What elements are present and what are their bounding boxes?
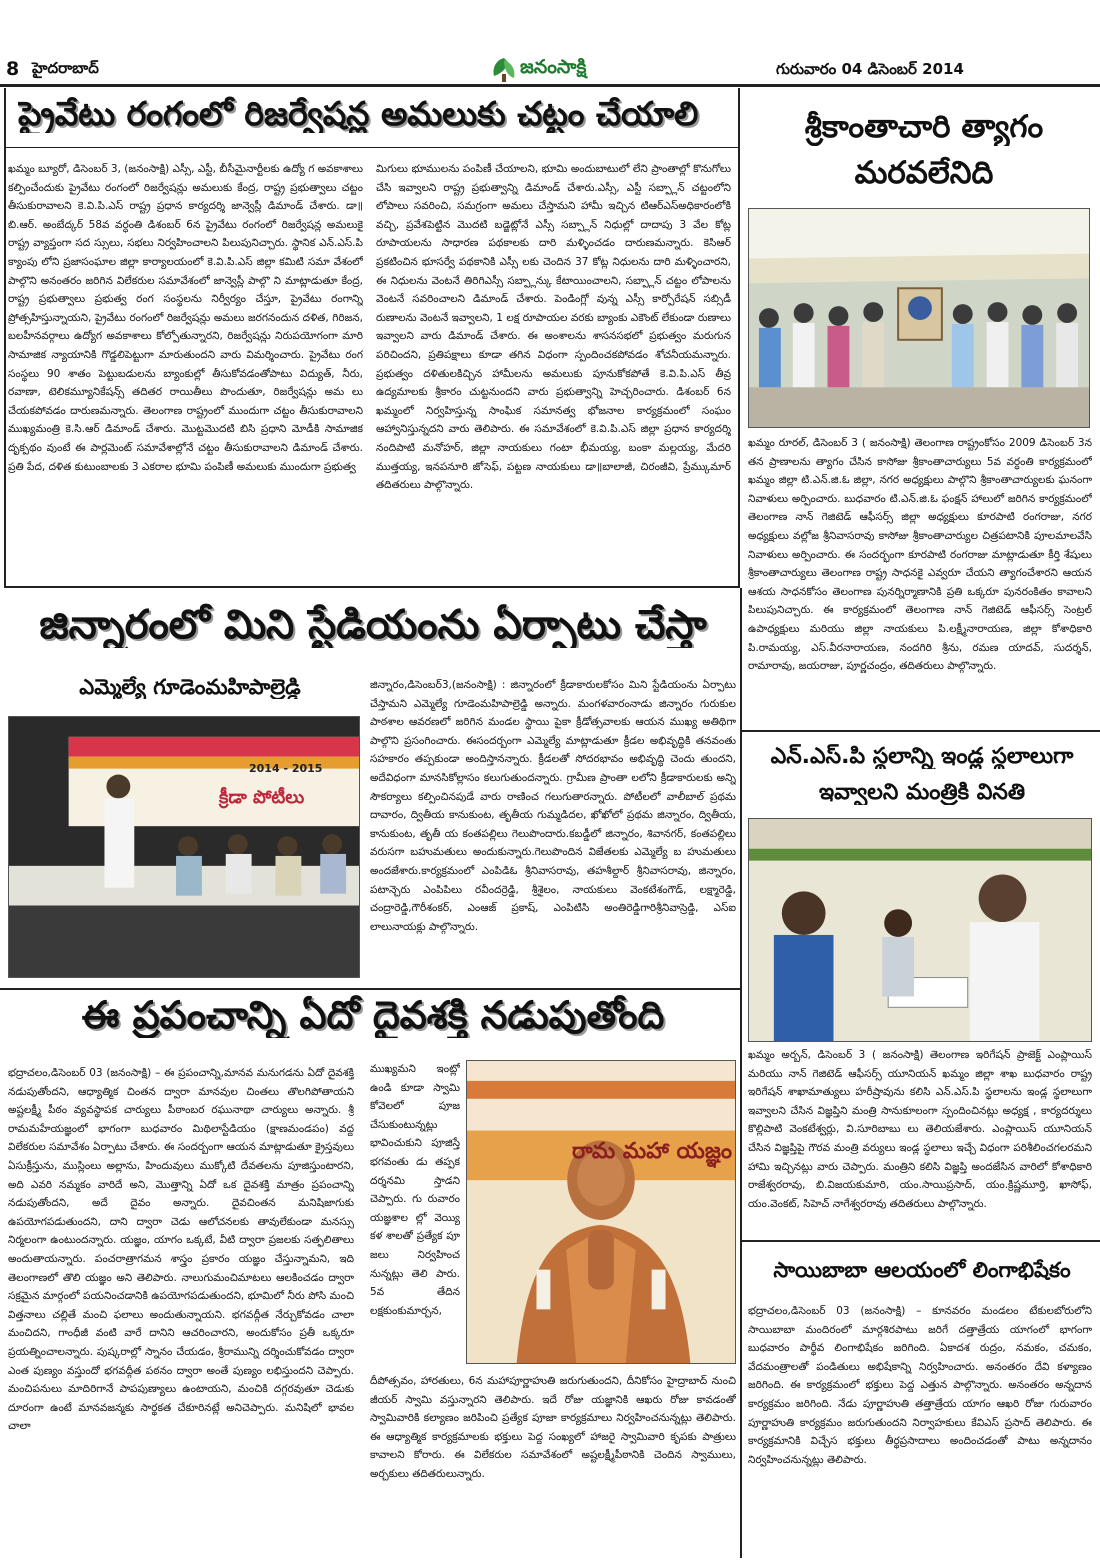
story3-photo (466, 1060, 736, 1364)
masthead-title: జనంసాక్షి (520, 56, 587, 78)
story5-bottom-rule (742, 1240, 1100, 1242)
city-label: హైదరాబాద్ (32, 59, 99, 77)
story4-headline-line2: మరవలేనిది (854, 156, 994, 191)
story5-headline-line2: ఇవ్వాలని మంత్రికి వినతి (818, 780, 1026, 805)
story3-column-1: భద్రాచలం,డిసెంబర్ 03 (జనంసాక్షి) – ఈ ప్రపంచాన్ని,మానవ మనుగడను ఏదో దైవశక్తి నడుపుతోందని, ఆధ్యాత్మిక చింతన ద్వారా మానవుల చింతలు తొలగిపోతాయని అష్టలక్ష్మీ పీఠం వ్యవస్థాపక చార్యులు పీఠాంబర రఘునాథా చార్యులు అన్నారు. శ్రీ రామమహేయజ్ఞంలో భాగంగా బుధవారం మిథిలాస్టేడియం (క్షాణమండపం) వద్ద విలేకరుల సమావేశం ఏర్పాటు చేశారు. ఈ సందర్బంగా ఆయన మాట్లాడుతూ క్రైస్తవులు ఏసుక్రీస్తును, ముస్లింలు అల్లాను, హిందువులు ముక్కోటి దేవతలను పూజిస్తుంటారని, అది ఎవరి నమ్మకం వారిదే అని, మొత్తాన్ని ఏదో ఒక దైవశక్తి మాత్రం ప్రపంచాన్ని నడుపుతోందని, అదే దైవం అన్నారు. దైవచింతన మనిషిజాగుకు ఉపయోగపడుతుందని, దాని ద్వారా చెడు ఆలోచనలకు తావులేకుండా మనస్సు నిర్మలంగా ఉంటుందన్నారు. యజ్ఞం, యాగం ఒక్కటే, వీటి ద్వారా ప్రజలకు సత్ఫలితాలు అందుతాయన్నారు. పంచరాత్రాగమన శాస్త్రం ప్రకారం యజ్ఞం చేస్తున్నామని, ఇది తెలంగాణలో తొలి యజ్ఞం అని తెలిపారు. నాలుగుమంచిమాటలు ఆలకించడం ద్వారా సక్రమైన మార్గంలో పయనించడానికి ఉపయోగపడుతుందని, భూమిలో నీరు పోసి మంచి విత్తనాలు చల్లితే మంచి ఫలాలు అందుతున్నాయని. భగవద్గీత నేర్చుకోవడం చాలా మంచిదని, గాంధీజీ వంటి వారే దానిని ఆచరించారని, అందుకోసం ప్రతీ ఒక్కరూ ప్రయత్నించాలన్నారు. పుష్కరాల్లో స్నానం చేయడం, శ్రీరామున్ని దర్శించుకోవడం ద్వారా ఎంత పుణ్యం వస్తుందో భగవద్గీత పఠనం ద్వారా అంతే పుణ్యం లభిస్తుందని చెప్పారు. మంచిపనులు మాదిరిగానే పాపపుణ్యాలు ఉంటాయని, మంచికి దగ్గరవుతూ చెడుకు దూరంగా ఉంటే మానవజన్మకు సార్థకత చేకూరినట్లే అనిచెప్పారు. మనిషిలో భావల చాలా (8, 1067, 354, 1433)
story3-column-2-wide: దీపోత్సవం, హారతులు, 6న మహాపూర్ణాహుతి జరుగుతుందని, దీనికోసం హైద్రాబాద్ నుంచి జీయర్ స్వామి వస్తున్నారని తెలిపారు. ఇదే రోజు యజ్ఞానికి ఆఖరు రోజు కావడంతో స్వామివారికి కల్యాణం జరిపించి ప్రత్యేక పూజా కార్యక్రమాలు నిర్వహించనున్నట్లు తెలిపారు. ఈ ఆధ్యాత్మిక కార్యక్రమాలకు భక్తులు పెద్ద సంఖ్యలో హాజరై స్వామివారి కృపకు పాత్రులు కావాలని కోరారు. ఈ విలేకరుల సమావేశంలో అష్టలక్ష్మీపీఠానికి చెందిన స్వాములు, అర్చకులు తదితరులున్నారు. (370, 1375, 736, 1480)
story5-photo (748, 818, 1092, 1042)
story4-headline-line1: శ్రీకాంతాచారి త్యాగం (804, 110, 1044, 145)
story4-bottom-rule (742, 730, 1100, 732)
story3-photo-banner: రామ మహా యజ్ఞం (572, 1139, 733, 1164)
story4-photo (748, 208, 1090, 428)
story5-body: ఖమ్మం అర్బన్, డిసెంబర్ 3 ( జనంసాక్షి) తెలంగాణ ఇరిగేషన్ ప్రాజెక్ట్ ఎంప్లాయిస్ మరియు నాన్ గెజిటెడ్ ఆఫీసర్స్ యూనియన్ ఖమ్మం జిల్లా శాఖ బుధవారం రాష్ట్ర ఇరిగేషన్ శాఖామాత్యులు హరీష్రావును కలిసి ఎన్.ఎస్.పి స్థలాలను ఇండ్ల స్థలాలుగా ఇవ్వాలని చేసిన విజ్ఞప్తిని మంత్రి సానుకూలంగా స్పందించినట్లు అధ్యక్ష , కార్యదర్శులు కొల్లిపాటి వెంకటేశ్వర్లు, వి.సూరిబాబు లు తెలియజేశారు. ఎంప్లాయిస్ యూనియన్ చేసిన విజ్ఞప్తిపై గౌరవ మంత్రి వర్యులు ఇండ్ల స్థలాలు ఇచ్చే విధంగా పరిశీలించగలరమని హామి ఇచ్చినట్లు వారు చెప్పారు. మంత్రిని కలిసి విజ్ఞప్తి అందజేసిన వారిలో కోశాధికారి రాజేశ్వరరావు, బి.విజయకుమారి, యం.సాయిప్రసాద్, యం.క్రిష్ణమూర్తి, ఖాసోఫ్, యం.వెంకట్, సిహెచ్ నాగేశ్వరరావు తదితరులు పాల్గొన్నారు. (748, 1049, 1092, 1210)
story3-headline: ఈ ప్రపంచాన్ని ఏదో దైవశక్తి నడుపుతోంది (81, 994, 665, 1037)
story4-body: ఖమ్మం రూరల్, డిసెంబర్ 3 ( జనంసాక్షి) తెలంగాణ రాష్ట్రంకోసం 2009 డిసెంబర్ 3న తన ప్రాణాలను త్యాగం చేసిన కాసోజు శ్రీకాంతాచార్యులు 5వ వర్ధంతి కార్యక్రమంలో ఖమ్మం జిల్లా టి.ఎన్.జి.ఓ జిల్లా, నగర అధ్యక్షులు పాల్గొని శ్రీకాంతాచార్యులకు ఘనంగా నివాళులు అర్పించారు. బుధవారం టి.ఎన్.జి.ఓ ఫంక్షన్ హాలులో జరిగిన కార్యక్రమంలో తెలంగాణ నాన్ గెజిటెడ్ ఆఫీసర్స్ జిల్లా అధ్యక్షులు కూరపాటి రంగరాజు, నగర అధ్యక్షులు వల్లోజ శ్రీనివాసరావు కాసోజు శ్రీకాంతాచార్యుల చిత్రపటానికి పూలమాలవేసి నివాళులు అర్పించారు. ఈ సందర్భంగా కూరపాటి రంగరాజు మాట్లాడుతూ కీర్తి శేషులు శ్రీకాంతాచార్యులు తెలంగాణ రాష్ట్ర సాధనకై ఎవ్వరూ చేయని త్యాగంచేశారని ఆయన ఆశయ సాధనకోసం తెలంగాణ పునర్నిర్మాణానికి ప్రతి ఒక్కరూ పునరంకితం కావాలని పిలుపునిచ్చారు. ఈ కార్యక్రమంలో తెలంగాణ నాన్ గెజిటెడ్ ఆఫీసర్స్ సెంట్రల్ ఉపాధ్యక్షులు మరియు జిల్లా నాయకులు పి.లక్ష్మీనారాయణ, జిల్లా కోశాధికారి పి.రామయ్య, ఎస్.వీరనారాయణ, నందగిరి శ్రీను, రమణ యాదవ్, సుదర్శన్, రామారావు, జయరాజు, పూర్ణచంద్రం, తదితరులు పాల్గొన్నారు. (748, 437, 1092, 673)
story2-photo (8, 716, 360, 978)
story1-rule (4, 147, 738, 148)
story3-column-2-narrow: ముఖ్యమని ఇంట్లో ఉండి కూడా స్వామి కోవెలలో పూజ చేసుకుంటున్నట్లు భావించుకుని పూజిస్తే భగవంతు డు తప్పక దర్శనమి స్తాడని చెప్పారు. గు రువారం యజ్ఞశాల ల్లో వెయ్యి కళ శాలతో ప్రత్యేక పూ జలు నిర్వహించ నున్నట్లు తెలి పారు. 5వ తేదిన లక్షకుంకుమార్చన, (370, 1063, 460, 1317)
story6-headline: సాయిబాబా ఆలయంలో లింగాభిషేకం (773, 1258, 1071, 1282)
page-number: 8 (6, 58, 20, 80)
story1-column-2: మిగులు భూములను పంపిణీ చేయాలని, భూమి అందుబాటులో లేని ప్రాంతాల్లో కొనుగోలు చేసి ఇవ్వాలని రాష్ట్ర ప్రభుత్వాన్ని డిమాండ్ చేశారు.ఎస్సీ, ఎస్టీ సబ్ప్లాన్ చట్టంలోని లోపాలు సవరించి, సమగ్రంగా అమలు చేస్తామని హామీ ఇచ్చిన టిఆర్ఎస్అధికారంలోకి వచ్చి, ప్రవేశపెట్టిన మొదటి బడ్జెట్లోనే ఎస్సీ సబ్ప్లాన్ నిధుల్లో దాదాపు 3 వేల కోట్ల రూపాయలను సాధారణ పథకాలకు దారి మళ్ళించడం దారుణమన్నారు. కెసిఆర్ ప్రకటించిన భూసర్వే పథకానికి ఎస్సీ లకు చెందిన 37 కోట్ల నిధులను దారి మళ్ళించారని, ఈ నిధులను వెంటనే తిరిగిఎస్సీ సబ్ప్లాన్కు కేటాయించాలని, సబ్ప్లాన్ చట్టం లోపాలను వెంటనే సవరించాలని డిమాండ్ చేశారు. పెండింగ్లో వున్న ఎస్సీ కార్పోరేషన్ సబ్సిడీ రుణాలను వెంటనే ఇవ్వాలని, 1 లక్ష రూపాయల వరకు బ్యాంకు ఎకౌంట్ లేకుండా రుణాలు ఇవ్వాలని వారు డిమాండ్ చేశారు. ఈ అంశాలను శాసనసభలో ప్రభుత్వం మరుగున పరిచిందని, ప్రతిపక్షాలు కూడా తగిన విధంగా స్పందించకపోవడం శోచనీయమన్నారు. ప్రభుత్వం దళితులకిచ్చిన హామీలను అమలుకు పూనుకోకపోతే కె.వి.పి.ఎస్ తీవ్ర ఉద్యమాలకు శ్రీకారం చుట్టనుందని వారు ప్రభుత్వాన్ని హెచ్చరించారు. డిశంబర్ 6న ఖమ్మంలో నిర్వహిస్తున్న సాంఘిక సమానత్వ భోజనాల కార్యక్రమంలో సంఘం ఆహ్వానిస్తున్నదని వారు తెలిపారు. ఈ సమావేశంలో కె.వి.పి.ఎస్ జిల్లా ప్రధాన కార్యదర్శి నందిపాటి మనోహర్, జిల్లా నాయకులు గంటా భీమయ్య, బంకా మల్లయ్య, మేదరి ముత్తయ్య, ఇనపనూరి జోసెఫ్, పట్టణ నాయకులు డా॥బాలాజీ, చిరంజీవి, ప్రేమ్కుమార్ తదితరులు పాల్గొన్నారు. (376, 163, 731, 492)
story2-photo-banner-year: 2014 - 2015 (249, 762, 323, 775)
story2-subhead: ఎమ్మెల్యే గూడెంమహిపాల్రెడ్డి (79, 675, 301, 699)
left-column-rule (740, 588, 742, 1558)
story1-left-rule (4, 88, 6, 588)
story1-column-1: ఖమ్మం బ్యూరో, డిసెంబర్ 3, (జనంసాక్షి) ఎస్సీ, ఎస్టీ, బీసీమైనార్టీలకు ఉద్యో గ అవకాశాలు కల్పించేందుకు ప్రైవేటు రంగంలో రిజర్వేషన్లు అమలుకు కేంద్ర, రాష్ట్ర ప్రభుత్వాలు చట్టం తీసుకురావాలని కె.వి.పి.ఎస్ రాష్ట్ర ప్రధాన కార్యదర్శి జాన్వెస్లీ డిమాండ్ చేశారు. డా॥బి.ఆర్. అంబేద్కర్ 58వ వర్ధంతి డిశంబర్ 6న ప్రైవేటు రంగంలో రిజర్వేషన్ల అమలుకై రాష్ట్ర వ్యాప్తంగా సద స్సులు, సభలు నిర్వహించాలని పిలుపునిచ్చారు. స్థానిక ఎన్.ఎస్.పి క్యాంపు లోని ప్రజాసంఘాల జిల్లా కార్యాలయంలో కె.వి.పి.ఎస్ జిల్లా కమిటి సమా వేశంలో పాల్గొని అనంతరం జరిగిన విలేకరుల సమావేశంలో జాన్వెస్లీ పాల్గొ ని మాట్లాడుతూ కేంద్ర, రాష్ట్ర ప్రభుత్వాలు ప్రభుత్వ రంగ సంస్థలను నిర్వీర్యం చేస్తూ, ప్రైవేటు రంగాన్ని ప్రోత్సహిస్తున్నాయని, ప్రైవేటు రంగంలో రిజర్వేషన్లు అమలు జరగనందున దళిత, గిరిజన, బలహీనవర్గాలు ఉద్యోగ అవకాశాలు కోల్పోతున్నారని, రిజర్వేషన్లు నిరుపయోగంగా మారి సామాజిక న్యాయానికి గొడ్డలిపెట్టుగా మారుతుందని వారు విమర్శించారు. ప్రైవేటు రంగ సంస్థలు 90 శాతం పెట్టుబడులను బ్యాంకుల్లో తీసుకోవడంతోపాటు విద్యుత్, నీరు, రవాణా, టెలికమ్యూనికేషన్స్ తదితర రాయితీలు పొందుతూ, రిజర్వేషన్లు అమ లు చేయకపోవడం దారుణమన్నారు. తెలంగాణ రాష్ట్రంలో ముందుగా చట్టం తీసుకురావాలని ముఖ్యమంత్రి కె.సి.ఆర్ డిమాండ్ చేశారు. మొట్టమొదటి బిసి ప్రధాని మోడీకి సామాజిక దృక్పథం వుంటే ఈ పార్లమెంట్ సమావేశాల్లోనే చట్టం తీసుకురావాలని డిమాండ్ చేశారు. ప్రతి పేద, దళిత కుటుంబాలకు 3 ఎకరాల భూమి పంపిణీ అమలుకు ముందుగా ప్రభుత్వ (8, 163, 363, 473)
issue-date: గురువారం 04 డిసెంబర్ 2014 (776, 60, 964, 78)
header-rule (0, 84, 1100, 87)
masthead-logo-icon (490, 56, 518, 82)
story1-right-rule (738, 88, 740, 588)
story2-headline: జిన్నారంలో మిని స్టేడియంను ఏర్పాటు చేస్తా (39, 602, 707, 648)
story5-headline-line1: ఎన్.ఎస్.పి స్థలాన్ని ఇండ్ల స్థలాలుగా (770, 744, 1074, 769)
story2-photo-banner: క్రీడా పోటీలు (219, 787, 305, 808)
story2-bottom-rule (0, 988, 740, 990)
story6-body: భద్రాచలం,డిసెంబర్ 03 (జనంసాక్షి) – కూనవరం మండలం టేకులబోరులోని సాయిబాబా మందిరంలో మార్గశిరపాటు జరిగే దత్తాత్రేయ యాగంలో భాగంగా బుధవారం పార్థీవ లింగాభిషేకం జరిగింది. ఏకాదశ రుద్రం, నమకం, చమకం, వేదమంత్రాలతో పండితులు అభిషేకాన్ని నిర్వహించారు. అనంతరం దేవి కళ్యాణం జరిగింది. ఈ కార్యక్రమంలో భక్తులు పెద్ద ఎత్తున పాల్గొన్నారు. అనంతరం అన్నదాన కార్యక్రమం జరిగింది. నేడు పూర్ణాహుతి తత్తాత్రేయ యాగం ఆఖరి రోజు గురువారం పూర్ణాహుతి కార్యక్రమం జరుగుతుందని నిర్వాహకులు కేవిఎస్ ప్రసాద్ తెలిపారు. ఈ కార్యక్రమానికి విచ్చేస భక్తులు తీర్థప్రసాదాలు అందించడంతో పాటు అన్నదానం నిర్వహించనున్నట్లు తెలిపారు. (748, 1305, 1092, 1466)
story2-body: జిన్నారం,డిసెంబర్3,(జనంసాక్షి) : జిన్నారంలో క్రీడాకారులకోసం మిని స్టేడియంను ఏర్పాటు చేస్తామని ఎమ్మెల్యే గూడెంమహిపాల్రెడ్డి అన్నారు. మంగళవారంనాడు జిన్నారం గురుకుల పాఠశాల ఆవరణలో జరిగిన మండల స్థాయి పైకా క్రీడోత్సవాలకు ఆయన ముఖ్య అతిథిగా పాల్గొని ప్రసంగించారు. ఈసందర్బంగా ఎమ్మెల్యే మాట్లాడుతూ క్రీడల అభివృద్ధికి తనవంతు సహకారం తప్పకుండా అందిస్తానన్నారు. క్రీడలతో సోదరభావం అభివృద్ధి చెందు తుందని, అదేవిధంగా మానసికోల్లాసం కలుగుతుందన్నారు. గ్రామీణ ప్రాంతా లలోని క్రీడాకారులకు అన్ని సౌకర్యాలు కల్పించినపుడే వారు రాణించ గలుగుతారన్నారు. పోటీలలో వాలీబాల్ ప్రథమ దావారం, ద్వితీయ కానుకుంట, తృతీయ గుమ్మడిదల, ఖోఖోలో ప్రథమ జిన్నారం, ద్వితీయ, కానుకుంట, తృతీ య కంతపల్లిలు గెలుపొందారు.కబడ్డీలో జిన్నారం, శివానగర్, కంతపల్లిలు వరుసగా బహుమతులు అందుకున్నారు.గెలుపొందిన విజేతలకు ఎమ్మెల్యే బ హుమతులు అందజేశారు.కార్యక్రమంలో ఎంపిడిఓ శ్రీనివాసరావు, తహశీల్దార్ శ్రీనివాసరావు, జిన్నారం, పటాన్చెరు ఎంపిపిలు రవీందర్రెడ్డి, శ్రీశైలం, నాయకులు వెంకటేశంగౌడ్, లక్ష్మారెడ్డి, చంద్రారెడ్డి,గౌరీశంకర్, ఎంఆజ్ ప్రకాష్, ఎంపిటిసి అంతిరెడ్డిగారిశ్రీనివాస్రెడ్డి, ఎస్ఐ లాలునాయక్లు పాల్గొన్నారు. (370, 679, 736, 933)
story1-bottom-rule (4, 586, 738, 588)
story1-headline: ప్రైవేటు రంగంలో రిజర్వేషన్ల అమలుకు చట్టం చేయాలి (18, 95, 699, 133)
masthead (490, 54, 640, 84)
